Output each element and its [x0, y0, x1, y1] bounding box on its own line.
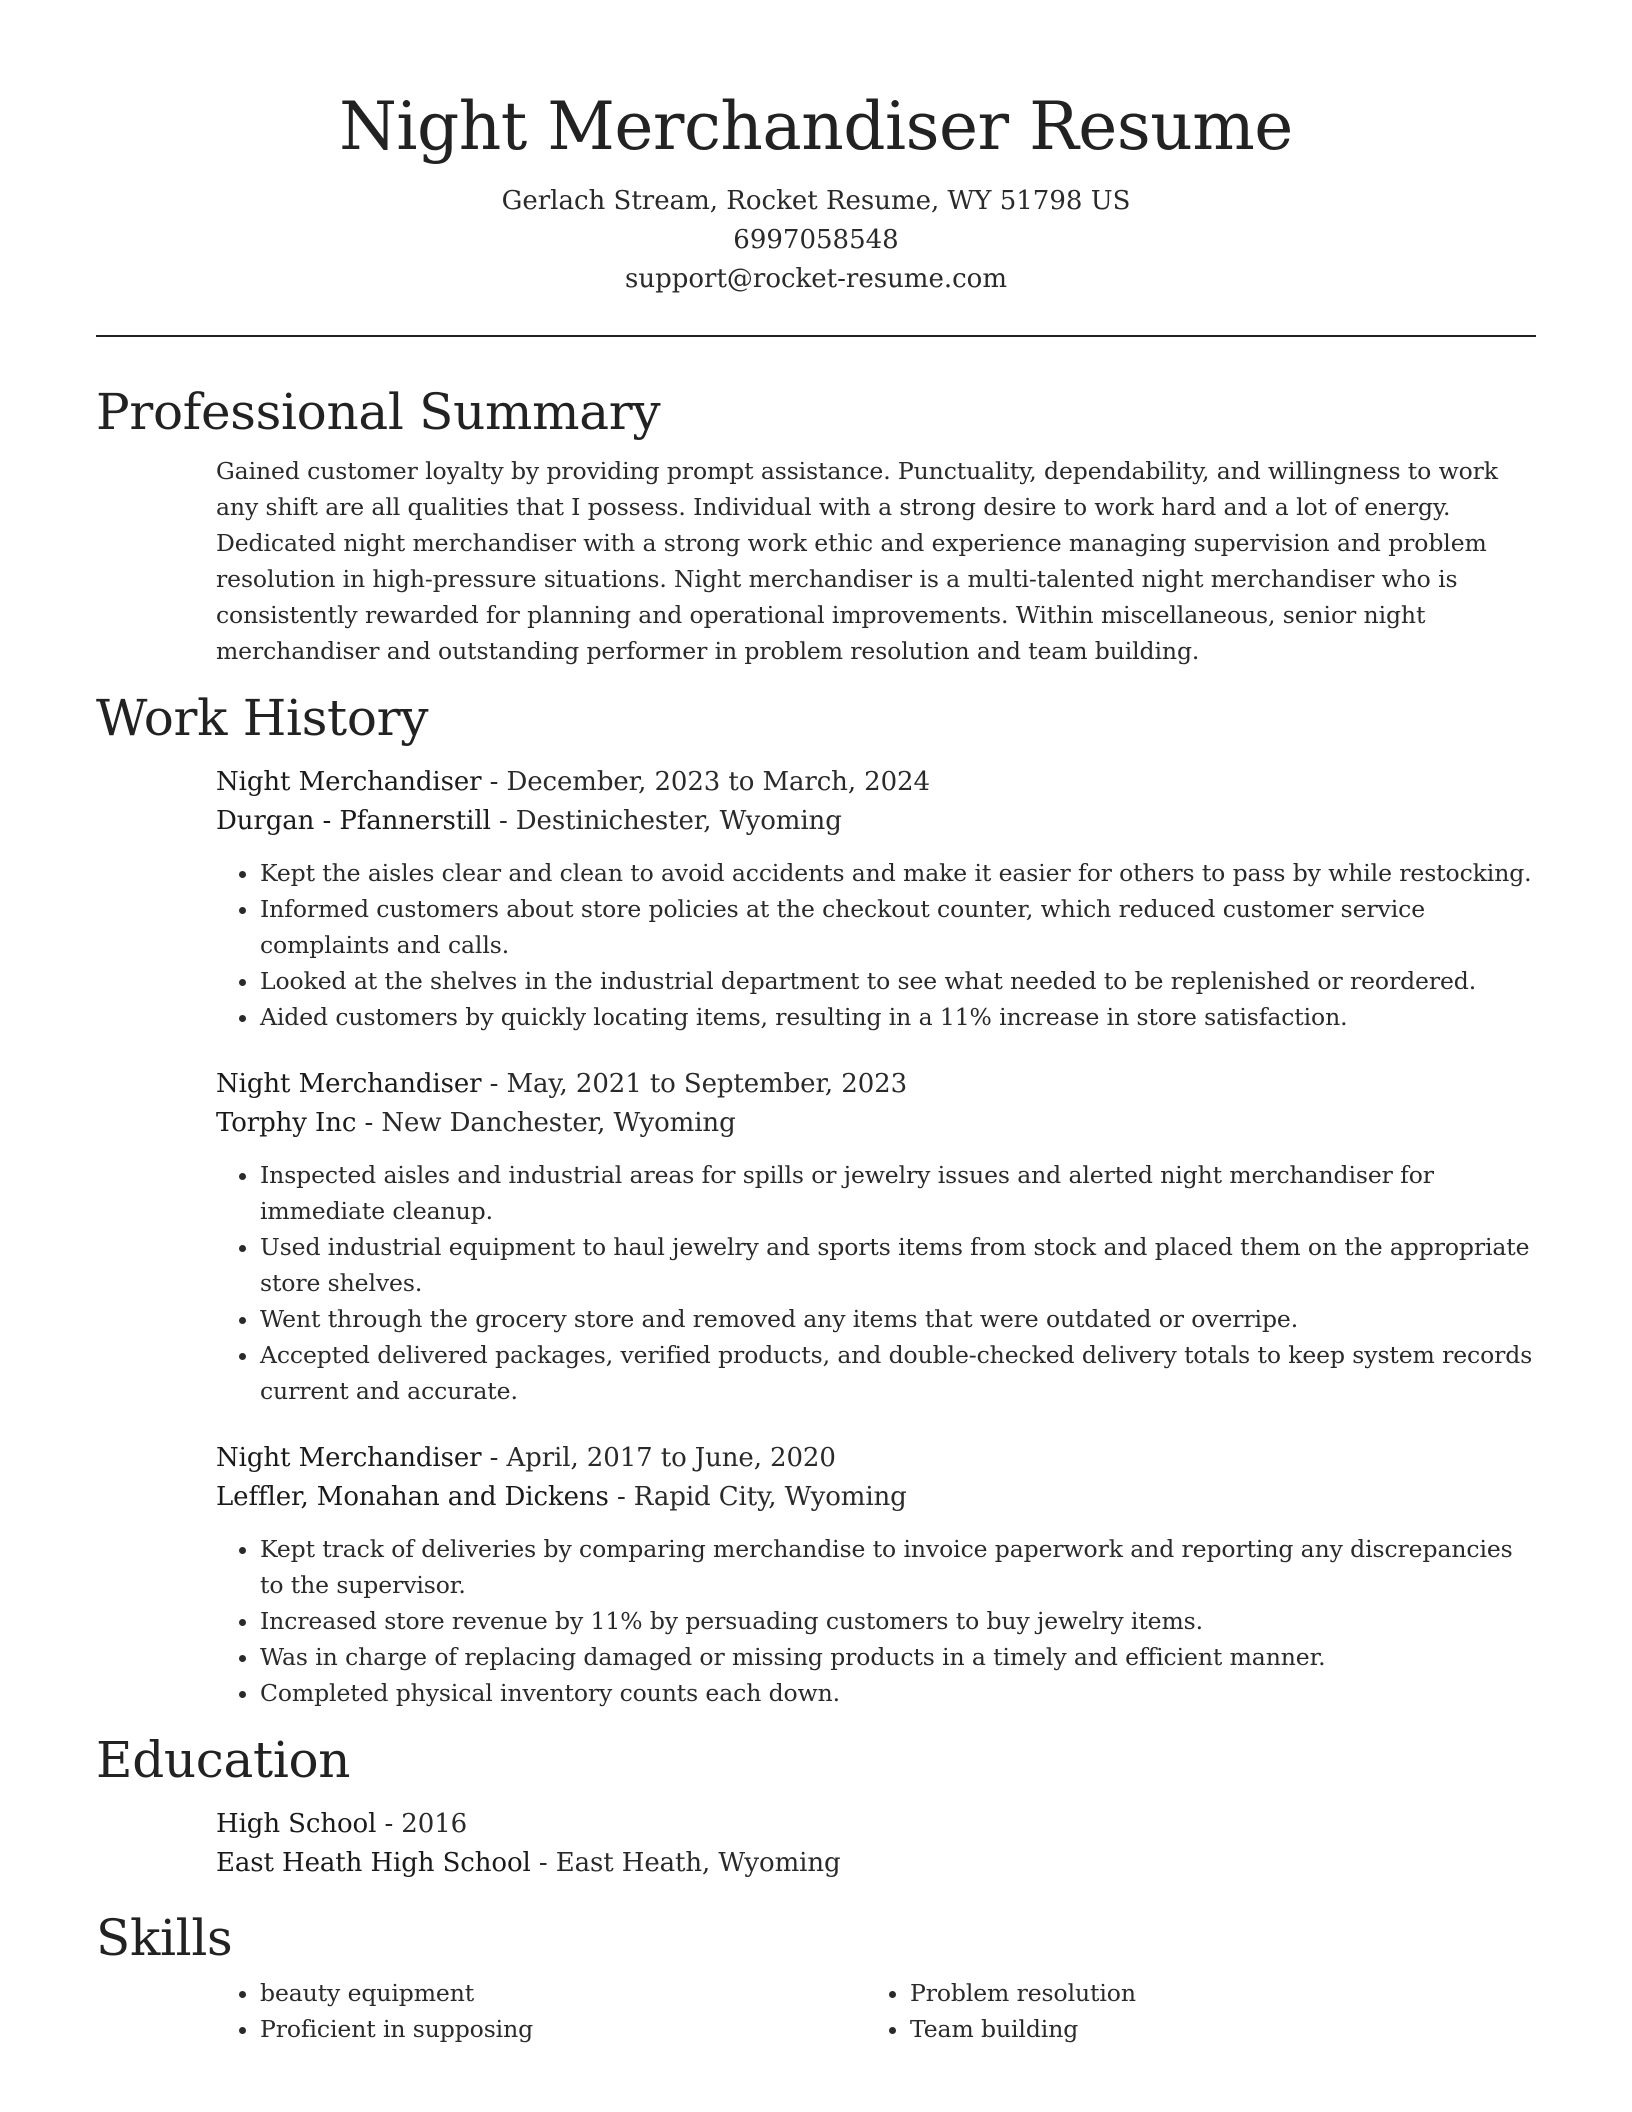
skill-item: • Team building	[910, 2011, 1516, 2047]
skills-list-left	[216, 1975, 866, 2047]
job-role: Night Merchandiser	[216, 1443, 482, 1473]
job-bullets	[216, 1157, 1536, 1409]
skills-list-right	[866, 1975, 1516, 2047]
skills-column-right	[866, 1971, 1516, 2047]
education-year: - 2016	[376, 1809, 468, 1839]
contact-address: Gerlach Stream, Rocket Resume, WY 51798 US	[501, 186, 1131, 216]
job-company-line	[216, 802, 1536, 841]
job-company-line	[216, 1104, 1536, 1143]
job-bullet: • Increased store revenue by 11% by persuading customers to buy jewelry items.	[260, 1603, 1536, 1639]
job-dates: - December, 2023 to March, 2024	[481, 767, 930, 797]
skills-section	[96, 1905, 1536, 2047]
job-bullet: • Aided customers by quickly locating items, resulting in a 11% increase in store satisfaction.	[260, 999, 1536, 1035]
job-entry	[216, 763, 1536, 1035]
job-title-line	[216, 1065, 1536, 1104]
job-company: Torphy Inc	[216, 1108, 357, 1138]
job-bullet: • Inspected aisles and industrial areas for spills or jewelry issues and alerted night merchandiser for immediate cleanup.	[260, 1157, 1536, 1229]
job-role: Night Merchandiser	[216, 767, 482, 797]
education-heading: Education	[96, 1731, 351, 1789]
job-location: - New Danchester, Wyoming	[356, 1108, 736, 1138]
job-bullet: • Accepted delivered packages, verified products, and double-checked delivery totals to keep system records current and accurate.	[260, 1337, 1536, 1409]
job-bullet: • Was in charge of replacing damaged or missing products in a timely and efficient manner.	[260, 1639, 1536, 1675]
summary-heading: Professional Summary	[96, 383, 661, 441]
skill-item: • Proficient in supposing	[260, 2011, 866, 2047]
job-bullet: • Kept the aisles clear and clean to avoid accidents and make it easier for others to pass by while restocking.	[260, 855, 1536, 891]
job-entry	[216, 1065, 1536, 1409]
job-title-line	[216, 763, 1536, 802]
job-dates: - May, 2021 to September, 2023	[481, 1069, 908, 1099]
job-bullets	[216, 855, 1536, 1035]
job-bullet: • Went through the grocery store and removed any items that were outdated or overripe.	[260, 1301, 1536, 1337]
work-history-section	[96, 685, 1536, 1711]
skill-item: • beauty equipment	[260, 1975, 866, 2011]
resume-title: Night Merchandiser Resume	[339, 88, 1293, 165]
job-bullet: • Kept track of deliveries by comparing merchandise to invoice paperwork and reporting any discrepancies to the supervisor.	[260, 1531, 1536, 1603]
job-dates: - April, 2017 to June, 2020	[481, 1443, 836, 1473]
skills-column-left	[216, 1971, 866, 2047]
job-bullets	[216, 1531, 1536, 1711]
job-location: - Rapid City, Wyoming	[608, 1482, 907, 1512]
education-degree-line	[216, 1805, 1536, 1844]
job-company-line	[216, 1478, 1536, 1517]
skills-heading: Skills	[96, 1909, 233, 1967]
education-location: - East Heath, Wyoming	[530, 1848, 841, 1878]
job-bullet: • Used industrial equipment to haul jewelry and sports items from stock and placed them on the appropriate store shelves.	[260, 1229, 1536, 1301]
education-school-line	[216, 1844, 1536, 1883]
resume-page	[96, 0, 1536, 2047]
contact-email: support@rocket-resume.com	[624, 264, 1007, 294]
summary-text: Gained customer loyalty by providing prompt assistance. Punctuality, dependability, and willingness to work any shift are all qualities that I possess. Individual with a strong desire to work hard and a lot of energy. Dedicated night merchandiser with a strong work ethic and experience managing supervision and problem resolution in high-pressure situations. Night merchandiser is a multi-talented night merchandiser who is consistently rewarded for planning and operational improvements. Within miscellaneous, senior night merchandiser and outstanding performer in problem resolution and team building.	[216, 457, 1498, 665]
job-company: Durgan - Pfannerstill	[216, 806, 491, 836]
skill-item: • Problem resolution	[910, 1975, 1516, 2011]
job-role: Night Merchandiser	[216, 1069, 482, 1099]
job-location: - Destinichester, Wyoming	[490, 806, 842, 836]
job-bullet: • Looked at the shelves in the industrial department to see what needed to be replenished or reordered.	[260, 963, 1536, 999]
job-entry	[216, 1439, 1536, 1711]
education-degree: High School	[216, 1809, 377, 1839]
education-school: East Heath High School	[216, 1848, 531, 1878]
education-section	[96, 1727, 1536, 1883]
job-title-line	[216, 1439, 1536, 1478]
skills-grid	[216, 1971, 1536, 2047]
summary-section	[96, 379, 1536, 669]
contact-block	[96, 182, 1536, 299]
header-divider	[96, 335, 1536, 337]
work-history-heading: Work History	[96, 689, 429, 747]
contact-phone: 6997058548	[733, 225, 899, 255]
job-bullet: • Informed customers about store policies at the checkout counter, which reduced customer service complaints and calls.	[260, 891, 1536, 963]
resume-header	[96, 0, 1536, 299]
job-company: Leffler, Monahan and Dickens	[216, 1482, 609, 1512]
job-bullet: • Completed physical inventory counts each down.	[260, 1675, 1536, 1711]
